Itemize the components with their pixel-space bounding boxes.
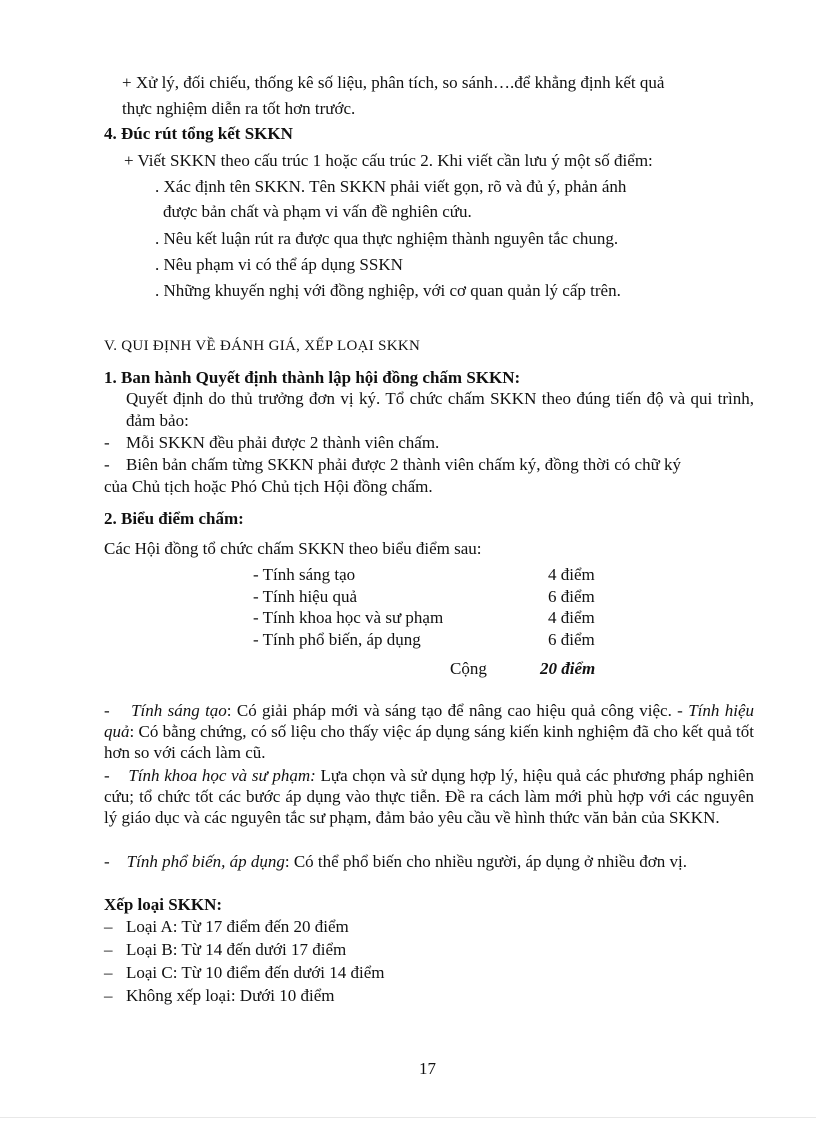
score-points: 6 điểm [548,587,595,606]
term-science-pedagogy: Tính khoa học và sư phạm: [128,766,316,785]
analysis-bullet-line-1: + Xử lý, đối chiếu, thống kê số liệu, phân tích, so sánh….để khẳng định kết quả [122,73,665,92]
score-points: 6 điểm [548,630,595,649]
classification-item: Không xếp loại: Dưới 10 điểm [126,986,335,1005]
classification-mark: – [104,986,113,1005]
dash-mark: - [104,852,110,871]
score-criterion: - Tính khoa học và sư phạm [253,608,444,627]
term-creativity-text: : Có giải pháp mới và sáng tạo để nâng cao hiệu quả công việc. - [226,701,683,720]
dash-mark: - [104,433,110,452]
dash-item: Mỗi SKKN đều phải được 2 thành viên chấm. [126,433,440,452]
explanation-paragraph-4 [104,851,754,872]
subsection-2-intro: Các Hội đồng tổ chức chấm SKKN theo biểu điểm sau: [104,539,482,558]
term-effectiveness-text: : Có bằng chứng, có số liệu cho thấy việc áp dụng sáng kiến kinh nghiệm đã cho kết quả tốt hơn so với cách làm cũ. [104,722,754,762]
dash-mark: - [104,455,110,474]
dash-item-continuation: của Chủ tịch hoặc Phó Chủ tịch Hội đồng chấm. [104,477,433,496]
classification-mark: – [104,963,113,982]
score-criterion: - Tính phổ biến, áp dụng [253,630,421,649]
list-item: . Nêu phạm vi có thể áp dụng SSKN [155,255,403,274]
analysis-bullet-line-2: thực nghiệm diễn ra tốt hơn trước. [122,99,356,118]
classification-item: Loại B: Từ 14 đến dưới 17 điểm [126,940,347,959]
classification-item: Loại C: Từ 10 điểm đến dưới 14 điểm [126,963,385,982]
dash-mark: - [104,766,110,785]
term-creativity: Tính sáng tạo [131,701,227,720]
term-science-pedagogy-text: Lựa chọn và sử dụng hợp lý, hiệu quả các phương pháp nghiên cứu; tổ chức tốt các bước áp dụng vào thực tiễn. Đề ra cách làm mới phù hợp với các nguyên lý giáo dục và các nguyên tắc sư phạm, đảm bảo yêu cầu về hình thức văn bản của SKKN. [104,766,755,827]
page-number: 17 [419,1059,436,1078]
dash-item: Biên bản chấm từng SKKN phải được 2 thành viên chấm ký, đồng thời có chữ ký [126,455,682,474]
classification-mark: – [104,917,113,936]
term-dissemination-text: : Có thể phổ biến cho nhiều người, áp dụng ở nhiều đơn vị. [284,852,687,871]
list-item-continuation: được bản chất và phạm vi vấn đề nghiên cứu. [163,202,472,221]
subsection-2-heading: 2. Biểu điểm chấm: [104,509,244,528]
total-value: 20 điểm [540,659,596,678]
classification-heading: Xếp loại SKKN: [104,895,223,914]
score-criterion: - Tính sáng tạo [253,565,356,584]
subsection-1-body: Quyết định do thủ trưởng đơn vị ký. Tổ chức chấm SKKN theo đúng tiến độ và qui trình, đảm bảo: [126,389,754,430]
classification-mark: – [104,940,113,959]
section-4-heading: 4. Đúc rút tổng kết SKKN [104,124,293,143]
write-bullet: + Viết SKKN theo cấu trúc 1 hoặc cấu trúc 2. Khi viết cần lưu ý một số điểm: [124,151,653,170]
list-item: . Nêu kết luận rút ra được qua thực nghiệm thành nguyên tắc chung. [155,229,619,248]
classification-item: Loại A: Từ 17 điểm đến 20 điểm [126,917,349,936]
explanation-paragraph-3 [104,765,754,828]
score-points: 4 điểm [548,608,595,627]
score-criterion: - Tính hiệu quả [253,587,358,606]
list-item: . Xác định tên SKKN. Tên SKKN phải viết gọn, rõ và đủ ý, phản ánh [155,177,627,196]
subsection-1-heading: 1. Ban hành Quyết định thành lập hội đồng chấm SKKN: [104,368,521,387]
total-label: Cộng [450,659,487,678]
term-dissemination: Tính phổ biến, áp dụng [126,852,285,871]
section-v-heading: V. QUI ĐỊNH VỀ ĐÁNH GIÁ, XẾP LOẠI SKKN [104,338,421,354]
dash-mark: - [104,701,110,720]
term-effectiveness: Tính hiệu quả [104,701,755,741]
score-points: 4 điểm [548,565,595,584]
page-edge-divider [0,1117,816,1118]
explanation-paragraph-1 [104,700,754,763]
list-item: . Những khuyến nghị với đồng nghiệp, với cơ quan quản lý cấp trên. [155,281,621,300]
